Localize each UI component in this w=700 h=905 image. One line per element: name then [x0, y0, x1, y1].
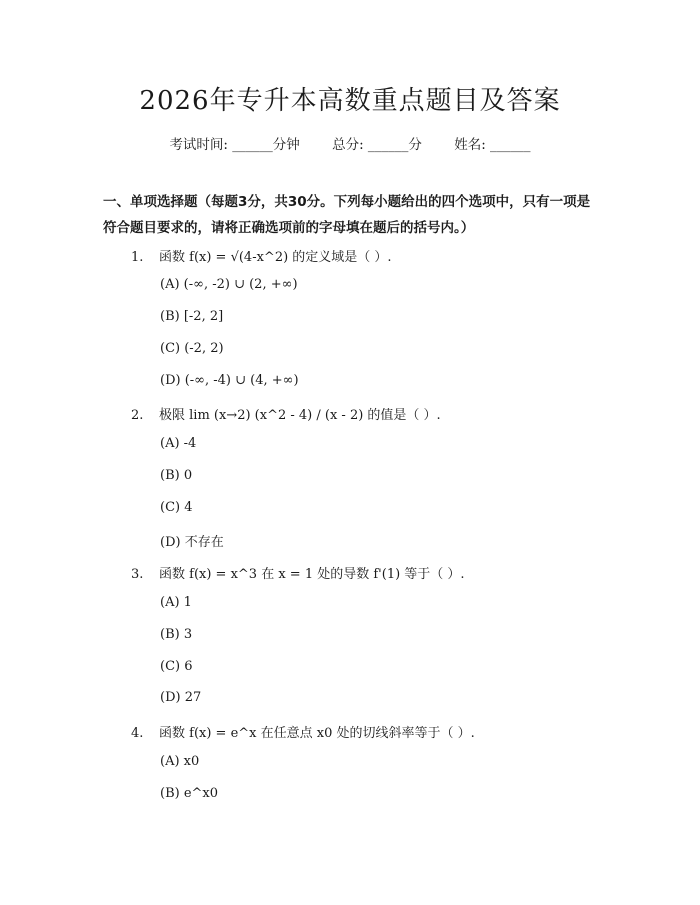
answer-option: (B) 0	[160, 468, 193, 483]
question-stem	[131, 246, 392, 265]
question-text: 极限 lim (x→2) (x^2 - 4) / (x - 2) 的值是（ ）.	[159, 408, 441, 423]
question-text: 函数 f(x) = x^3 在 x = 1 处的导数 f'(1) 等于（ ）.	[159, 567, 465, 582]
question-number: 1.	[131, 250, 144, 265]
exam-info-line	[0, 133, 700, 153]
question-text: 函数 f(x) = e^x 在任意点 x0 处的切线斜率等于（ ）.	[159, 726, 475, 741]
section-heading: 一、单项选择题（每题3分，共30分。下列每小题给出的四个选项中，只有一项是符合题目要求的，请将正确选项前的字母填在题后的括号内。）	[103, 194, 591, 236]
answer-option: (C) 6	[160, 659, 193, 674]
answer-option: (A) 1	[160, 595, 192, 610]
answer-option: (B) e^x0	[160, 786, 219, 801]
answer-option: (A) (-∞, -2) ∪ (2, +∞)	[160, 277, 298, 292]
total-score-field: 总分: ______分	[332, 137, 422, 153]
page-title: 2026年专升本高数重点题目及答案	[139, 86, 561, 116]
exam-time-field: 考试时间: ______分钟	[169, 137, 300, 153]
student-name-field: 姓名: ______	[454, 137, 531, 153]
answer-option: (D) 不存在	[160, 535, 224, 550]
question-number: 3.	[131, 567, 144, 582]
answer-option: (C) 4	[160, 500, 193, 515]
answer-option: (D) (-∞, -4) ∪ (4, +∞)	[160, 373, 299, 388]
answer-option: (B) 3	[160, 627, 193, 642]
question-stem	[131, 404, 441, 423]
question-stem	[131, 563, 465, 582]
question-text: 函数 f(x) = √(4-x^2) 的定义域是（ ）.	[159, 250, 392, 265]
answer-option: (B) [-2, 2]	[160, 309, 224, 324]
answer-option: (D) 27	[160, 690, 202, 705]
question-stem	[131, 722, 475, 741]
question-number: 2.	[131, 408, 144, 423]
answer-option: (A) -4	[160, 436, 197, 451]
question-number: 4.	[131, 726, 144, 741]
answer-option: (A) x0	[160, 754, 200, 769]
answer-option: (C) (-2, 2)	[160, 341, 224, 356]
